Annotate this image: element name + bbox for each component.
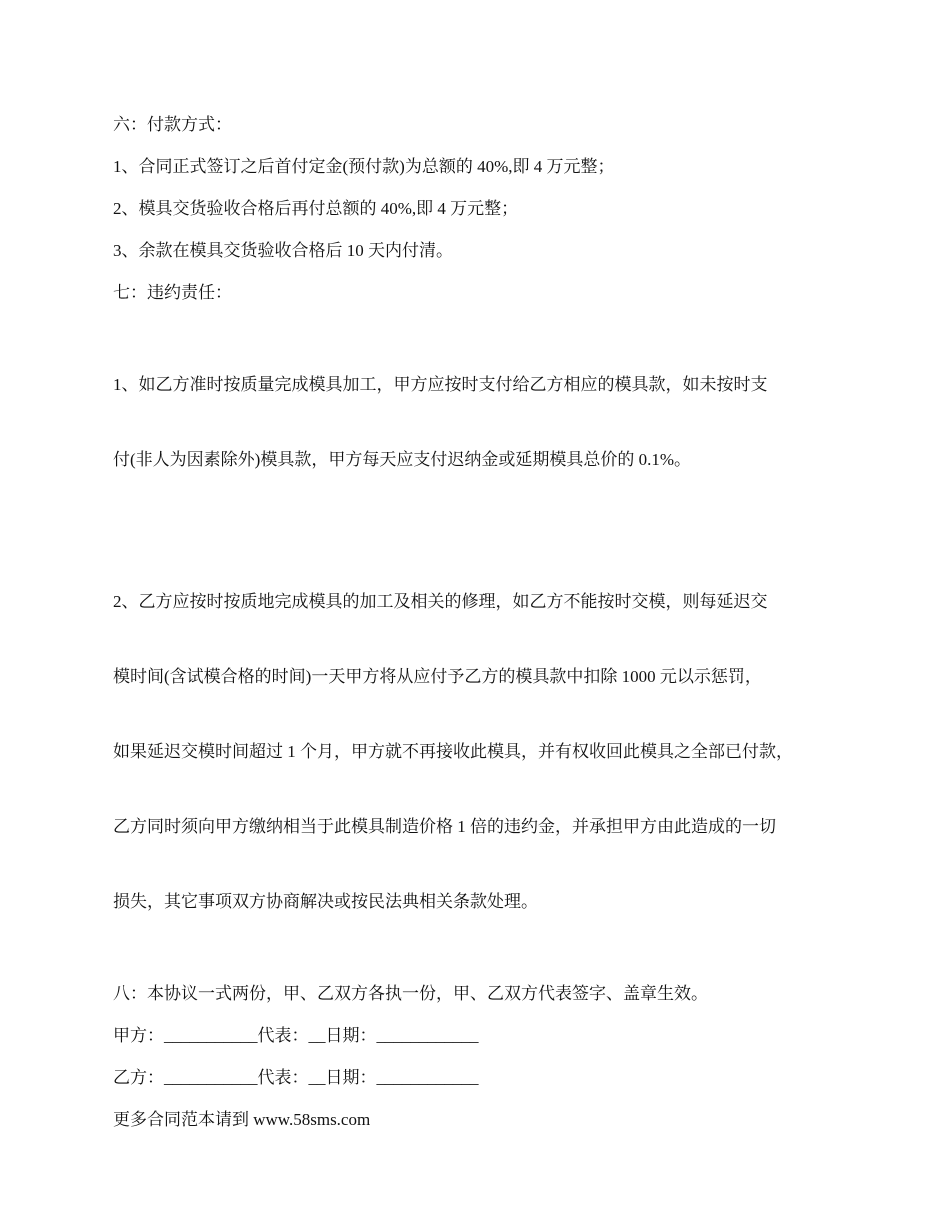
- party-a-signature-line: 甲方：___________代表：__日期：____________: [113, 1026, 479, 1045]
- liability-clause-1-line: 付(非人为因素除外)模具款，甲方每天应支付迟纳金或延期模具总价的 0.1%。: [113, 450, 691, 469]
- payment-term-3: 3、余款在模具交货验收合格后 10 天内付清。: [113, 241, 453, 260]
- liability-clause-1: [113, 322, 843, 522]
- liability-clause-2-line: 2、乙方应按时按质地完成模具的加工及相关的修理，如乙方不能按时交模，则每延迟交: [113, 592, 768, 611]
- liability-clause-2-line: 损失，其它事项双方协商解决或按民法典相关条款处理。: [113, 892, 538, 911]
- footer-link-text: 更多合同范本请到 www.58sms.com: [113, 1110, 371, 1129]
- payment-term-1: 1、合同正式签订之后首付定金(预付款)为总额的 40%,即 4 万元整；: [113, 157, 615, 176]
- party-b-signature-line: 乙方：___________代表：__日期：____________: [113, 1068, 479, 1087]
- section-8-text: 八：本协议一式两份，甲、乙双方各执一份，甲、乙双方代表签字、盖章生效。: [113, 984, 708, 1003]
- section-7-title: 七：违约责任：: [113, 283, 232, 302]
- liability-clause-2-line: 如果延迟交模时间超过 1 个月，甲方就不再接收此模具，并有权收回此模具之全部已付款，: [113, 742, 793, 761]
- liability-clause-2-line: 模时间(含试模合格的时间)一天甲方将从应付予乙方的模具款中扣除 1000 元以示惩罚，: [113, 667, 762, 686]
- payment-term-2: 2、模具交货验收合格后再付总额的 40%,即 4 万元整；: [113, 199, 519, 218]
- section-6-title: 六：付款方式：: [113, 115, 232, 134]
- liability-clause-2: [113, 539, 843, 964]
- liability-clause-2-line: 乙方同时须向甲方缴纳相当于此模具制造价格 1 倍的违约金，并承担甲方由此造成的一切: [113, 817, 776, 836]
- liability-clause-1-line: 1、如乙方准时按质量完成模具加工，甲方应按时支付给乙方相应的模具款，如未按时支: [113, 375, 768, 394]
- document-body: [113, 112, 843, 1149]
